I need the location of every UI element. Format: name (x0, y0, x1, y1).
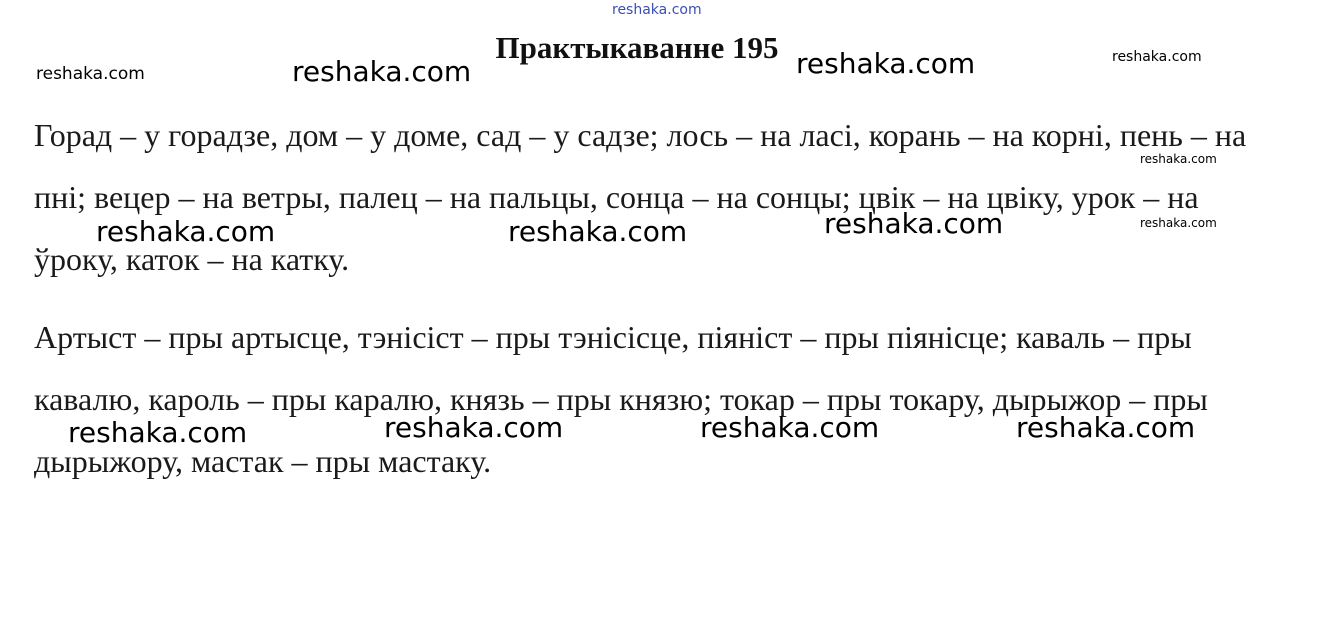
exercise-title: Практыкаванне 195 (495, 30, 779, 65)
watermark: reshaka.com (1112, 49, 1202, 65)
watermark: reshaka.com (36, 64, 145, 84)
watermark: reshaka.com (824, 207, 1004, 240)
watermark: reshaka.com (1140, 152, 1217, 166)
watermark: reshaka.com (508, 215, 688, 248)
watermark: reshaka.com (1016, 411, 1196, 444)
watermark: reshaka.com (384, 411, 564, 444)
answer-paragraph-2: Артыст – пры артысце, тэнісіст – пры тэнісісце, піяніст – пры піянісце; каваль – пры кавалю, кароль – пры каралю, князь – пры князю; токар – пры токару, дырыжор – пры дырыжору, мастак – пры мастаку. (34, 319, 1208, 479)
site-mark-top[interactable]: reshaka.com (612, 2, 702, 18)
watermark: reshaka.com (1140, 216, 1217, 230)
watermark: reshaka.com (700, 411, 880, 444)
watermark: reshaka.com (68, 416, 248, 449)
answer-paragraph-1: Горад – у горадзе, дом – у доме, сад – у садзе; лось – на ласі, корань – на корні, пень – на пні; вецер – на ветры, палец – на пальцы, сонца – на сонцы; цвік – на цвіку, урок – на ўроку, каток – на катку. (34, 117, 1247, 277)
watermark: reshaka.com (292, 55, 472, 88)
watermark: reshaka.com (96, 215, 276, 248)
watermark: reshaka.com (796, 47, 976, 80)
